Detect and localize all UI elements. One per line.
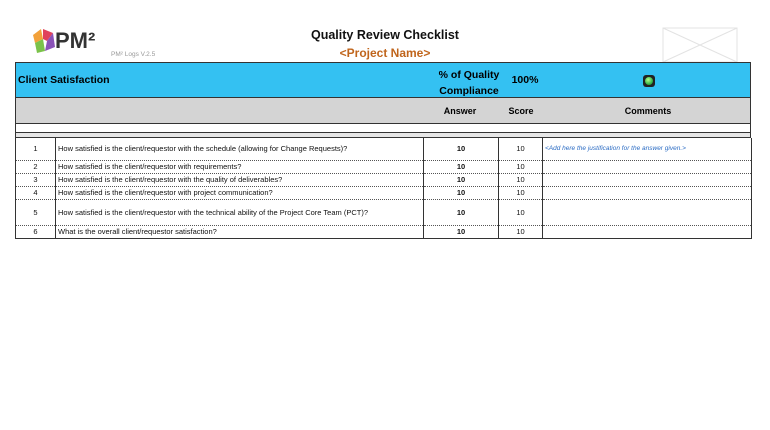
answer-cell[interactable]: 10 <box>424 173 499 186</box>
comment-cell[interactable] <box>543 225 752 238</box>
column-header-row <box>15 98 751 124</box>
row-number: 4 <box>16 186 56 199</box>
answer-cell[interactable]: 10 <box>424 160 499 173</box>
table-row <box>16 225 752 238</box>
score-cell: 10 <box>499 186 543 199</box>
page-title: Quality Review Checklist <box>311 28 459 42</box>
table-row <box>16 138 752 160</box>
row-number: 3 <box>16 173 56 186</box>
answer-cell[interactable]: 10 <box>424 138 499 160</box>
checklist-sheet <box>15 62 751 239</box>
project-name: <Project Name> <box>339 46 431 60</box>
status-indicator-icon <box>643 75 655 87</box>
column-comments: Comments <box>624 106 672 116</box>
score-cell: 10 <box>499 199 543 225</box>
answer-cell[interactable]: 10 <box>424 186 499 199</box>
logo-text: PM² <box>55 28 96 53</box>
comment-cell[interactable] <box>543 173 752 186</box>
answer-cell[interactable]: 10 <box>424 225 499 238</box>
score-cell: 10 <box>499 173 543 186</box>
column-answer: Answer <box>443 106 477 116</box>
table-row <box>16 199 752 225</box>
question-text: How satisfied is the client/requestor with the schedule (allowing for Change Requests)? <box>56 138 424 160</box>
watermark-icon <box>662 27 738 63</box>
spacer-row <box>15 124 751 132</box>
score-cell: 10 <box>499 225 543 238</box>
row-number: 1 <box>16 138 56 160</box>
question-text: How satisfied is the client/requestor with project communication? <box>56 186 424 199</box>
question-text: How satisfied is the client/requestor with requirements? <box>56 160 424 173</box>
answer-cell[interactable]: 10 <box>424 199 499 225</box>
score-cell: 10 <box>499 160 543 173</box>
row-number: 5 <box>16 199 56 225</box>
row-number: 2 <box>16 160 56 173</box>
compliance-label: % of Quality Compliance <box>438 69 500 97</box>
table-row <box>16 160 752 173</box>
question-text: How satisfied is the client/requestor with the technical ability of the Project Core Team (PCT)? <box>56 199 424 225</box>
row-number: 6 <box>16 225 56 238</box>
score-cell: 10 <box>499 138 543 160</box>
comment-cell[interactable] <box>543 199 752 225</box>
checklist-table <box>15 138 752 239</box>
section-title: Client Satisfaction <box>18 74 110 86</box>
table-row <box>16 173 752 186</box>
comment-cell[interactable] <box>543 160 752 173</box>
question-text: What is the overall client/requestor satisfaction? <box>56 225 424 238</box>
section-header <box>15 62 751 98</box>
table-row <box>16 186 752 199</box>
question-text: How satisfied is the client/requestor with the quality of deliverables? <box>56 173 424 186</box>
column-score: Score <box>508 106 534 116</box>
logo-version: PM² Logs V.2.5 <box>111 51 156 58</box>
comment-cell[interactable] <box>543 186 752 199</box>
compliance-value: 100% <box>511 74 539 86</box>
comment-cell[interactable]: <Add here the justification for the answer given.> <box>543 138 752 160</box>
